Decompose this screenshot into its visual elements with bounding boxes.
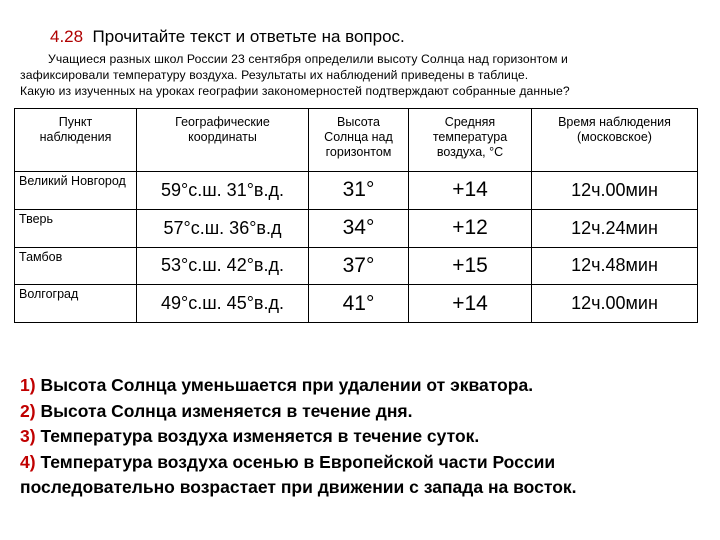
cell-time: 12ч.48мин [532, 247, 698, 285]
cell-time: 12ч.00мин [532, 172, 698, 210]
intro-line-3: Какую из изученных на уроках географии закономерностей подтверждают собранные данные? [20, 84, 570, 98]
cell-temp: +12 [409, 209, 532, 247]
answer-option-3[interactable] [20, 424, 710, 450]
observations-table [14, 108, 698, 323]
task-title [50, 27, 405, 47]
cell-coords: 59°с.ш. 31°в.д. [137, 172, 309, 210]
header-height: Высота Солнца над горизонтом [309, 109, 409, 172]
table-row [15, 247, 698, 285]
cell-place: Волгоград [15, 285, 137, 323]
task-intro [20, 51, 710, 99]
cell-height: 37° [309, 247, 409, 285]
intro-line-1: Учащиеся разных школ России 23 сентября определили высоту Солнца над горизонтом и [48, 52, 568, 66]
header-coords: Географические координаты [137, 109, 309, 172]
cell-height: 41° [309, 285, 409, 323]
answer-number: 1) [20, 375, 36, 395]
answer-option-4[interactable] [20, 450, 710, 501]
header-time: Время наблюдения (московское) [532, 109, 698, 172]
answer-number: 2) [20, 400, 36, 421]
cell-coords: 53°с.ш. 42°в.д. [137, 247, 309, 285]
answer-text: Высота Солнца изменяется в течение дня. [40, 400, 413, 421]
cell-place: Тверь [15, 209, 137, 247]
cell-height: 34° [309, 209, 409, 247]
task-title-text: Прочитайте текст и ответьте на вопрос. [92, 27, 405, 46]
cell-temp: +14 [409, 285, 532, 323]
intro-line-2: зафиксировали температуру воздуха. Результаты их наблюдений приведены в таблице. [20, 68, 529, 82]
cell-time: 12ч.24мин [532, 209, 698, 247]
cell-coords: 49°с.ш. 45°в.д. [137, 285, 309, 323]
answer-text: Температура воздуха осенью в Европейской части России последовательно возрастает при движении с запада на восток. [20, 451, 577, 497]
table-header-row [15, 109, 698, 172]
task-number: 4.28 [50, 27, 84, 46]
cell-place: Тамбов [15, 247, 137, 285]
answer-number: 3) [20, 426, 36, 446]
table-row [15, 209, 698, 247]
cell-coords: 57°с.ш. 36°в.д [137, 209, 309, 247]
cell-temp: +14 [409, 172, 532, 210]
table-row [15, 285, 698, 323]
answer-text: Температура воздуха изменяется в течение суток. [40, 426, 480, 446]
header-place: Пункт наблюдения [15, 109, 137, 172]
answer-option-1[interactable] [20, 373, 710, 399]
answer-text: Высота Солнца уменьшается при удалении от экватора. [40, 375, 534, 395]
header-temp: Средняя температура воздуха, °С [409, 109, 532, 172]
cell-temp: +15 [409, 247, 532, 285]
answer-number: 4) [20, 451, 36, 472]
cell-height: 31° [309, 172, 409, 210]
cell-place: Великий Новгород [15, 172, 137, 210]
cell-time: 12ч.00мин [532, 285, 698, 323]
answer-options [20, 373, 710, 501]
table-row [15, 172, 698, 210]
answer-option-2[interactable] [20, 399, 710, 425]
